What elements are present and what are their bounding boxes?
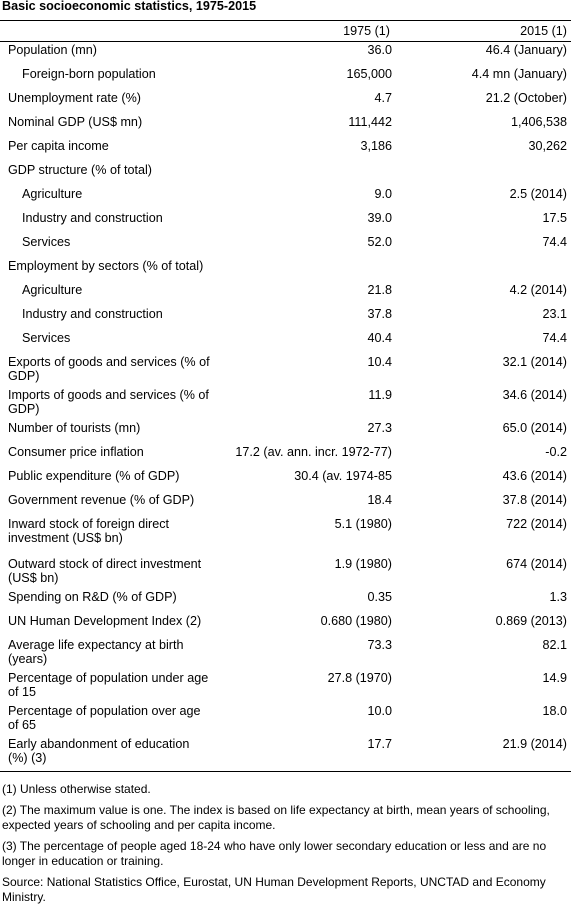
row-label: Outward stock of direct investment (US$ bn) <box>8 557 202 585</box>
value-2015: 37.8 (2014) <box>502 493 567 507</box>
value-1975: 0.35 <box>367 590 392 604</box>
value-2015: 21.2 (October) <box>485 91 567 105</box>
row-label: Per capita income <box>8 139 109 153</box>
value-1975: 39.0 <box>367 211 392 225</box>
table-row <box>0 491 571 515</box>
row-label: Average life expectancy at birth (years) <box>8 638 184 666</box>
value-2015: 0.869 (2013) <box>495 614 567 628</box>
table-row <box>0 669 571 702</box>
value-2015: 17.5 <box>542 211 567 225</box>
row-label: Agriculture <box>22 283 83 297</box>
value-2015: 4.2 (2014) <box>509 283 567 297</box>
value-2015: 30,262 <box>528 139 567 153</box>
value-1975: 18.4 <box>367 493 392 507</box>
value-2015: 46.4 (January) <box>485 43 567 57</box>
row-label: Services <box>22 235 71 249</box>
value-1975: 52.0 <box>367 235 392 249</box>
stats-table <box>0 41 571 768</box>
table-row <box>0 65 571 89</box>
value-2015: 34.6 (2014) <box>502 388 567 402</box>
value-1975: 36.0 <box>367 43 392 57</box>
value-1975: 1.9 (1980) <box>334 557 392 571</box>
value-1975: 111,442 <box>348 115 392 129</box>
table-bottom-rule <box>0 771 571 772</box>
table-row <box>0 161 571 185</box>
value-1975: 17.7 <box>367 737 392 751</box>
table-row <box>0 113 571 137</box>
value-2015 <box>392 161 571 185</box>
value-2015: 2.5 (2014) <box>509 187 567 201</box>
value-1975: 21.8 <box>367 283 392 297</box>
value-2015: 65.0 (2014) <box>502 421 567 435</box>
table-header <box>0 20 571 42</box>
stats-table-body <box>0 41 571 768</box>
value-2015: 4.4 mn (January) <box>471 67 567 81</box>
row-label: UN Human Development Index (2) <box>8 614 202 628</box>
table-row <box>0 257 571 281</box>
table-row <box>0 305 571 329</box>
table-row <box>0 281 571 305</box>
table-row <box>0 636 571 669</box>
value-1975: 5.1 (1980) <box>334 517 392 531</box>
table-row <box>0 329 571 353</box>
column-header-2015: 2015 (1) <box>520 24 567 38</box>
table-row <box>0 443 571 467</box>
row-label: Government revenue (% of GDP) <box>8 493 195 507</box>
table-row <box>0 233 571 257</box>
value-1975: 40.4 <box>367 331 392 345</box>
row-label: Public expenditure (% of GDP) <box>8 469 180 483</box>
value-1975: 10.4 <box>367 355 392 369</box>
table-row <box>0 702 571 735</box>
table-row <box>0 467 571 491</box>
value-1975: 0.680 (1980) <box>320 614 392 628</box>
value-1975: 37.8 <box>367 307 392 321</box>
row-label: GDP structure (% of total) <box>8 163 152 177</box>
value-2015: -0.2 <box>545 445 567 459</box>
value-1975: 9.0 <box>374 187 392 201</box>
row-label: Inward stock of foreign direct investment (US$ bn) <box>8 517 169 545</box>
table-row <box>0 588 571 612</box>
table-row <box>0 419 571 443</box>
row-label: Percentage of population over age of 65 <box>8 704 201 732</box>
row-label: Number of tourists (mn) <box>8 421 141 435</box>
value-2015: 32.1 (2014) <box>502 355 567 369</box>
row-label: Agriculture <box>22 187 83 201</box>
value-1975 <box>212 161 392 185</box>
value-2015: 1,406,538 <box>510 115 567 129</box>
table-row <box>0 555 571 588</box>
value-1975: 27.3 <box>367 421 392 435</box>
source-note: Source: National Statistics Office, Eurostat, UN Human Development Reports, UNCTAD and Economy Ministry. <box>2 875 546 904</box>
table-row <box>0 386 571 419</box>
value-2015: 74.4 <box>542 331 567 345</box>
table-row <box>0 353 571 386</box>
value-1975: 73.3 <box>367 638 392 652</box>
row-label: Unemployment rate (%) <box>8 91 141 105</box>
value-1975: 30.4 (av. 1974-85 <box>294 469 392 483</box>
value-1975: 4.7 <box>374 91 392 105</box>
row-label: Percentage of population under age of 15 <box>8 671 209 699</box>
row-label: Employment by sectors (% of total) <box>8 259 204 273</box>
row-label: Imports of goods and services (% of GDP) <box>8 388 209 416</box>
value-2015: 18.0 <box>542 704 567 718</box>
row-label: Early abandonment of education (%) (3) <box>8 737 190 765</box>
value-2015: 1.3 <box>549 590 567 604</box>
table-row <box>0 89 571 113</box>
value-2015: 722 (2014) <box>506 517 567 531</box>
row-label: Consumer price inflation <box>8 445 144 459</box>
footnote-1: (1) Unless otherwise stated. <box>2 782 151 796</box>
value-2015: 21.9 (2014) <box>502 737 567 751</box>
value-2015: 14.9 <box>542 671 567 685</box>
value-1975: 17.2 (av. ann. incr. 1972-77) <box>235 445 392 459</box>
row-label: Services <box>22 331 71 345</box>
footnote-3: (3) The percentage of people aged 18-24 who have only lower secondary education or less and are no longer in education or training. <box>2 839 547 868</box>
table-title: Basic socioeconomic statistics, 1975-2015 <box>2 0 257 13</box>
table-row <box>0 735 571 768</box>
value-1975: 10.0 <box>367 704 392 718</box>
row-label: Exports of goods and services (% of GDP) <box>8 355 210 383</box>
value-1975 <box>212 257 392 281</box>
table-row <box>0 185 571 209</box>
column-header-1975: 1975 (1) <box>343 24 390 38</box>
row-label: Spending on R&D (% of GDP) <box>8 590 177 604</box>
footnote-2: (2) The maximum value is one. The index is based on life expectancy at birth, mean years of schooling, expected years of schooling and per capita income. <box>2 803 550 832</box>
footnotes <box>2 782 562 911</box>
row-label: Population (mn) <box>8 43 97 57</box>
value-1975: 3,186 <box>360 139 392 153</box>
value-1975: 27.8 (1970) <box>327 671 392 685</box>
table-row <box>0 612 571 636</box>
row-label: Foreign-born population <box>22 67 156 81</box>
value-1975: 11.9 <box>368 388 392 402</box>
row-label: Industry and construction <box>22 307 163 321</box>
value-2015: 674 (2014) <box>506 557 567 571</box>
value-1975: 165,000 <box>346 67 392 81</box>
table-row <box>0 41 571 65</box>
value-2015: 82.1 <box>542 638 567 652</box>
row-label: Industry and construction <box>22 211 163 225</box>
row-label: Nominal GDP (US$ mn) <box>8 115 143 129</box>
value-2015 <box>392 257 571 281</box>
value-2015: 74.4 <box>542 235 567 249</box>
value-2015: 43.6 (2014) <box>502 469 567 483</box>
table-row <box>0 209 571 233</box>
table-row <box>0 137 571 161</box>
table-row <box>0 515 571 555</box>
value-2015: 23.1 <box>542 307 567 321</box>
